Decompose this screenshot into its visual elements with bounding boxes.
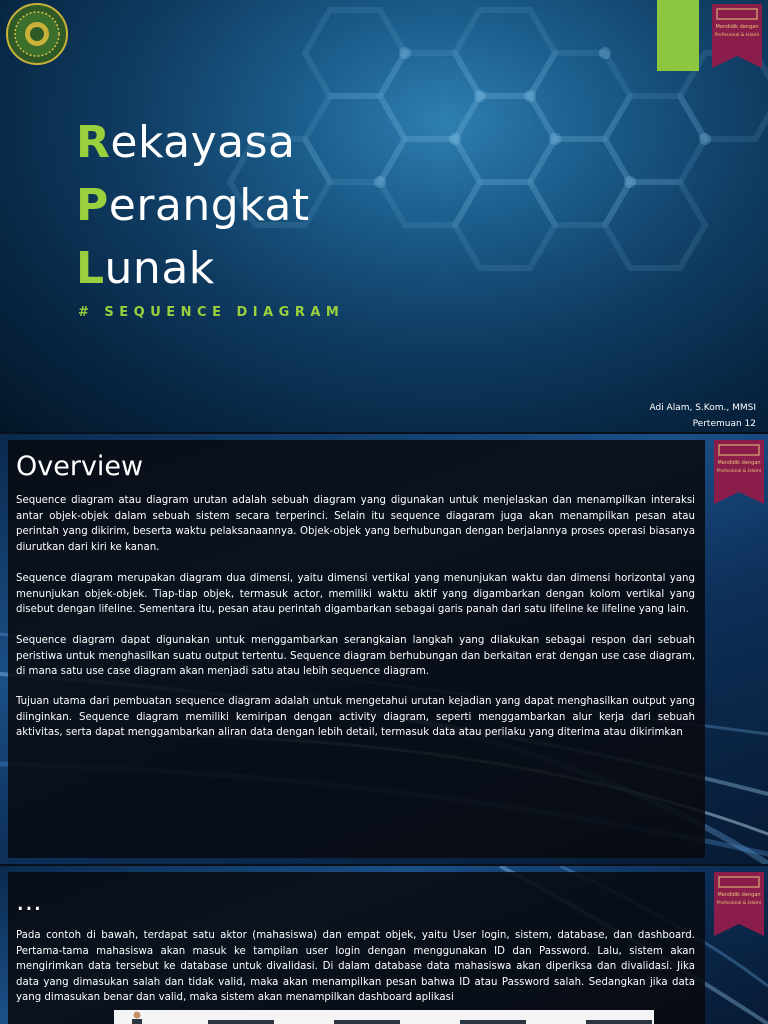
overview-heading: Overview xyxy=(16,451,144,482)
overview-paragraph-2: Sequence diagram merupakan diagram dua dimensi, yaitu dimensi vertikal yang menunjukan waktu dan dimensi horizontal yang menunjukan objek-objek. Tiap-tiap objek, termasuk actor, memiliki waktu aktif yang digambarkan dengan kolom vertikal yang disebut dengan lifeline. Sementara itu, pesan atau perintah digambarkan sebagai garis panah dari satu lifeline ke lifeline yang lain. xyxy=(16,573,695,615)
actor-icon xyxy=(128,1011,146,1024)
overview-paragraph-1: Sequence diagram atau diagram urutan adalah sebuah diagram yang digunakan untuk menjelaskan dan menampilkan interaksi antar objek-objek dalam sebuah sistem secara terperinci. Selain itu sequence diagaram juga akan menampilkan pesan atau perintah yang dikirim, beserta waktu pelaksanaannya. Objek-objek yang berhubungan dengan berjalannya proses operasi biasanya diurutkan dari kiri ke kanan. xyxy=(16,495,695,553)
diagram-object-box xyxy=(208,1020,274,1024)
title-line-2 xyxy=(76,180,310,231)
example-slide xyxy=(0,866,768,1024)
example-heading: ... xyxy=(16,886,42,917)
badge-line-2: Profesional & Islami xyxy=(714,33,760,38)
badge-line-1: Mendidik dengan xyxy=(717,460,761,466)
diagram-object-box xyxy=(334,1020,400,1024)
session-number: Pertemuan 12 xyxy=(692,419,756,429)
campus-motto-badge xyxy=(714,872,764,936)
example-paragraph: Pada contoh di bawah, terdapat satu aktor (mahasiswa) dan empat objek, yaitu User login, sistem, database, dan dashboard. Pertama-tama mahasiswa akan masuk ke tampilan user login dengan menggunakan ID dan Password. Lalu, sistem akan mengirimkan data tersebut ke database untuk divalidasi. Di dalam database data mahasiswa akan diperiksa dan divalidasi. Jika data yang dimasukan salah dan tidak valid, maka akan menampilkan pesan bahwa ID atau Password salah. Sedangkan jika data yang dimasukan benar dan valid, maka sistem akan menampilkan dashboard aplikasi xyxy=(16,930,695,1003)
title-line-1-rest: ekayasa xyxy=(110,117,296,168)
title-slide xyxy=(0,0,768,432)
title-line-1-capital: R xyxy=(76,117,111,168)
author-block xyxy=(649,400,756,432)
campus-motto-badge xyxy=(712,4,762,68)
accent-tab xyxy=(657,0,699,71)
campus-motto-badge xyxy=(714,440,764,504)
overview-slide xyxy=(0,434,768,864)
badge-line-1: Mendidik dengan xyxy=(717,892,761,898)
example-content-panel xyxy=(8,872,705,1024)
slide-subtitle: # SEQUENCE DIAGRAM xyxy=(78,305,345,320)
overview-paragraph-3: Sequence diagram dapat digunakan untuk menggambarkan serangkaian langkah yang dilakukan sebagai respon dari sebuah peristiwa untuk menghasilkan suatu output tertentu. Sequence diagram berhubungan dan berkaitan erat dengan use case diagram, di mana satu use case diagram akan menjadi satu atau lebih sequence diagram. xyxy=(16,635,695,677)
diagram-object-box xyxy=(586,1020,652,1024)
badge-line-2: Profesional & Islami xyxy=(716,901,762,906)
university-seal-logo xyxy=(5,2,69,66)
badge-line-1: Mendidik dengan xyxy=(715,24,759,30)
diagram-object-box xyxy=(460,1020,526,1024)
author-name: Adi Alam, S.Kom., MMSI xyxy=(649,403,756,413)
overview-content-panel xyxy=(8,440,705,858)
title-line-2-capital: P xyxy=(76,180,109,231)
title-line-2-rest: erangkat xyxy=(108,180,310,231)
title-line-1 xyxy=(76,117,296,168)
title-line-3-capital: L xyxy=(76,243,105,294)
title-line-3 xyxy=(76,243,215,294)
overview-paragraph-4: Tujuan utama dari pembuatan sequence diagram adalah untuk mengetahui urutan kejadian yang dapat menghasilkan output yang diinginkan. Sequence diagram memiliki kemiripan dengan activity diagram, seperti menggambarkan alur kerja dari sebuah aktivitas, serta dapat menggambarkan aliran data dengan lebih detail, termasuk data atau perilaku yang diterima atau dikirimkan xyxy=(16,696,695,738)
title-line-3-rest: unak xyxy=(104,243,215,294)
badge-line-2: Profesional & Islami xyxy=(716,469,762,474)
